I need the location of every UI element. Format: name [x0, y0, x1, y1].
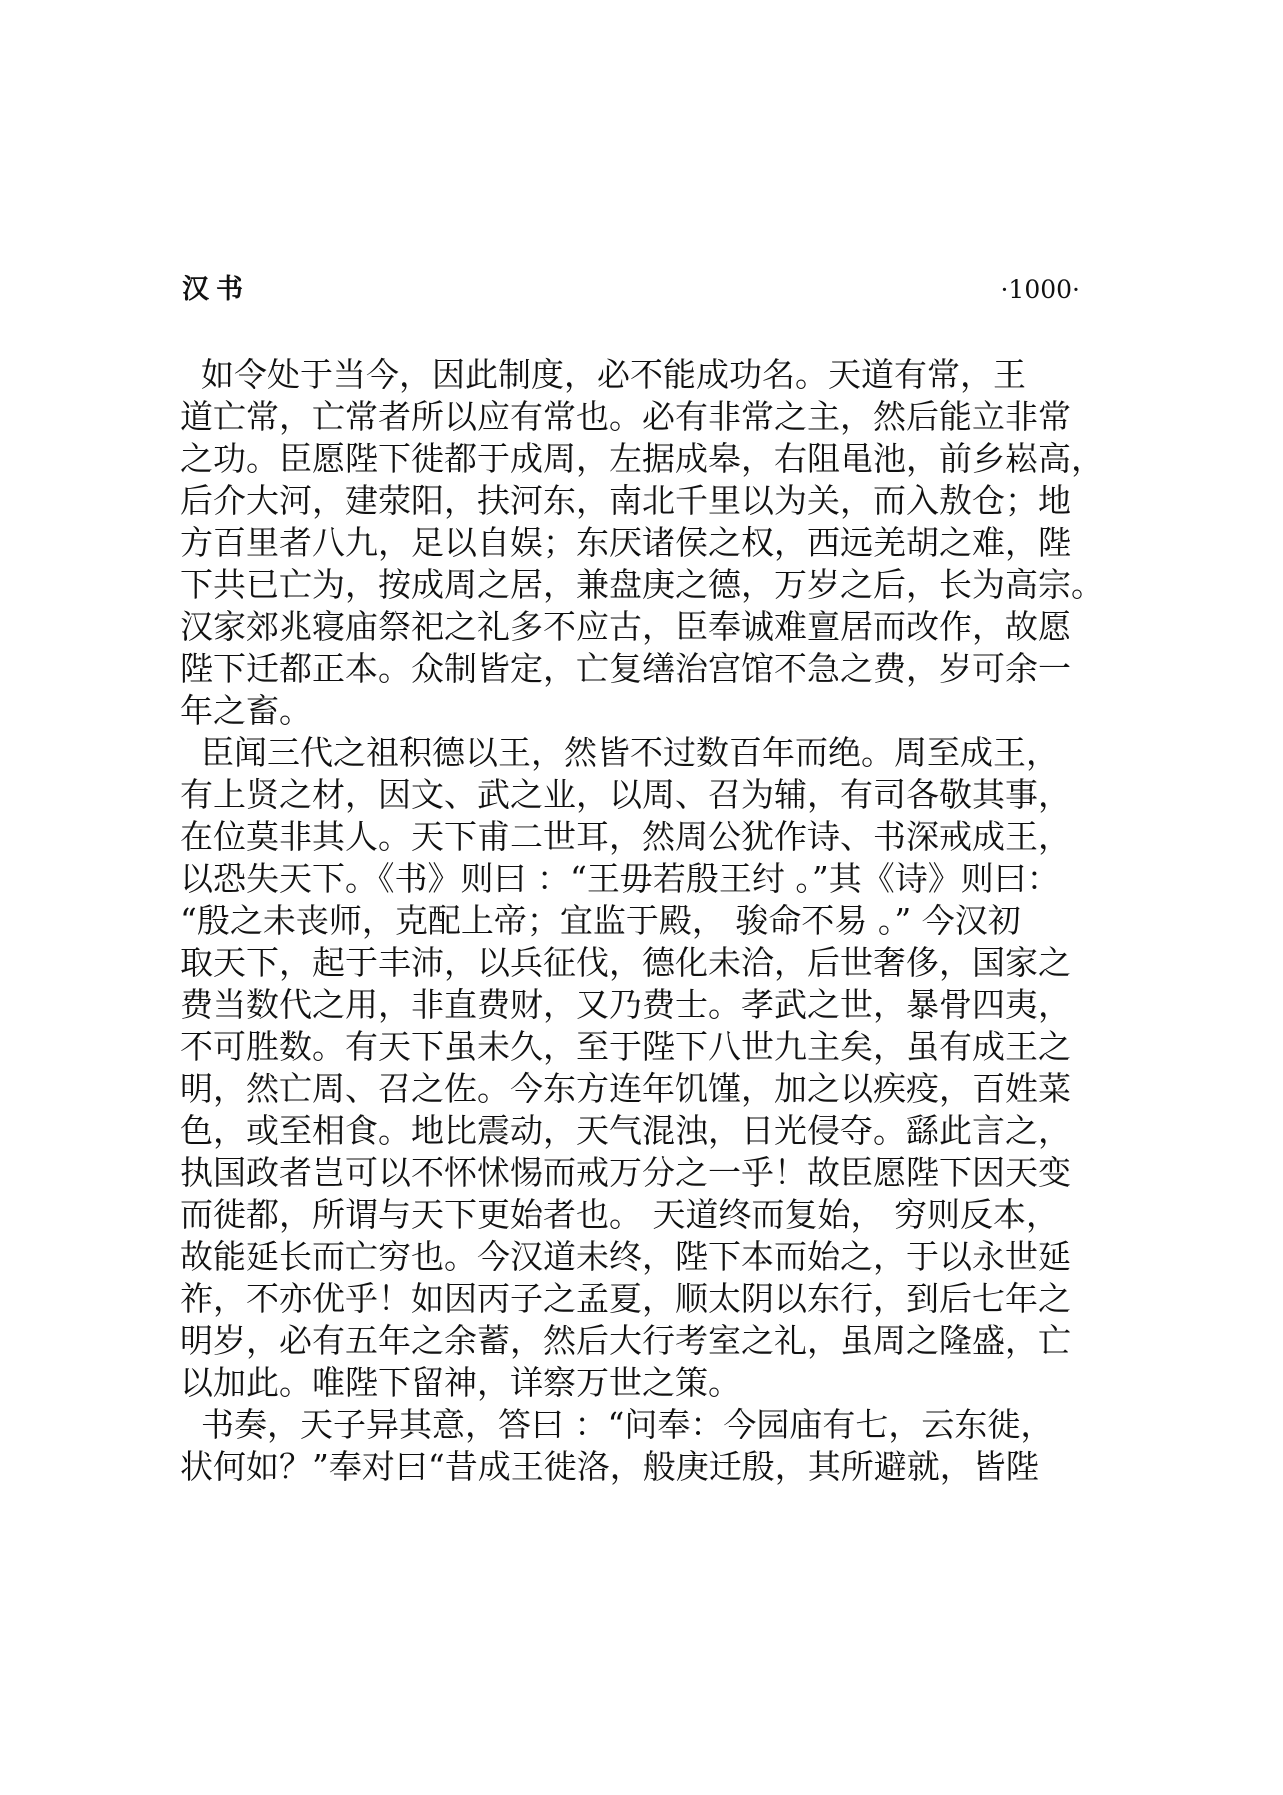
- page-header: [182, 270, 1080, 310]
- text-line: 取天下，起于丰沛，以兵征伐，德化未洽，后世奢侈，国家之: [180, 943, 1071, 982]
- text-line: 不可胜数。有天下虽未久，至于陛下八世九主矣，虽有成王之: [180, 1027, 1071, 1066]
- text-line: 执国政者岂可以不怀怵惕而戒万分之一乎！故臣愿陛下因天变: [180, 1153, 1071, 1192]
- text-line: “殷之未丧师，克配上帝；宜监于殿， 骏命不易 。” 今汉初: [180, 901, 1021, 940]
- text-line: 以恐失天下。《书》则曰 ：“王毋若殷王纣 。”其《诗》则曰：: [180, 859, 1060, 898]
- text-line: 如令处于当今，因此制度，必不能成功名。天道有常，王: [180, 355, 1026, 394]
- text-line: 故能延长而亡穷也。今汉道未终，陛下本而始之，于以永世延: [180, 1237, 1071, 1276]
- text-line: 费当数代之用，非直费财，又乃费士。孝武之世，暴骨四夷，: [180, 985, 1071, 1024]
- page-number: ·1000·: [1000, 275, 1080, 304]
- text-line: 书奏，天子异其意，答曰 ：“问奉：今园庙有七，云东徙，: [180, 1405, 1054, 1444]
- text-line: 后介大河，建荥阳，扶河东，南北千里以为关，而入敖仓；地: [180, 481, 1071, 520]
- text-line: 祚，不亦优乎！如因丙子之孟夏，顺太阴以东行，到后七年之: [180, 1279, 1071, 1318]
- text-line: 在位莫非其人。天下甫二世耳，然周公犹作诗、书深戒成王，: [180, 817, 1071, 856]
- text-line: 道亡常，亡常者所以应有常也。必有非常之主，然后能立非常: [180, 397, 1071, 436]
- text-line: 下共已亡为，按成周之居，兼盘庚之德，万岁之后，长为高宗。: [180, 565, 1104, 604]
- text-line: 状何如？”奉对曰“昔成王徙洛，般庚迁殷，其所避就，皆陛: [180, 1447, 1039, 1486]
- text-line: 汉家郊兆寝庙祭祀之礼多不应古，臣奉诚难亶居而改作，故愿: [180, 607, 1071, 646]
- text-line: 而徙都，所谓与天下更始者也。 天道终而复始， 穷则反本，: [180, 1195, 1059, 1234]
- text-line: 色，或至相食。地比震动，天气混浊，日光侵夺。繇此言之，: [180, 1111, 1071, 1150]
- text-line: 方百里者八九，足以自娱；东厌诸侯之权，西远羌胡之难，陛: [180, 523, 1071, 562]
- text-line: 陛下迁都正本。众制皆定，亡复缮治宫馆不急之费，岁可余一: [180, 649, 1071, 688]
- text-line: 明，然亡周、召之佐。今东方连年饥馑，加之以疾疫，百姓菜: [180, 1069, 1071, 1108]
- text-line: 之功。臣愿陛下徙都于成周，左据成皋，右阻黾池，前乡崧高，: [180, 439, 1104, 478]
- book-title: 汉书: [182, 274, 250, 305]
- body-text: [180, 354, 1104, 1488]
- text-line: 年之畜。: [180, 691, 312, 730]
- text-line: 有上贤之材，因文、武之业，以周、召为辅，有司各敬其事，: [180, 775, 1071, 814]
- text-line: 以加此。唯陛下留神，详察万世之策。: [180, 1363, 741, 1402]
- text-line: 臣闻三代之祖积德以王，然皆不过数百年而绝。周至成王，: [180, 733, 1059, 772]
- text-line: 明岁，必有五年之余蓄，然后大行考室之礼，虽周之隆盛，亡: [180, 1321, 1071, 1360]
